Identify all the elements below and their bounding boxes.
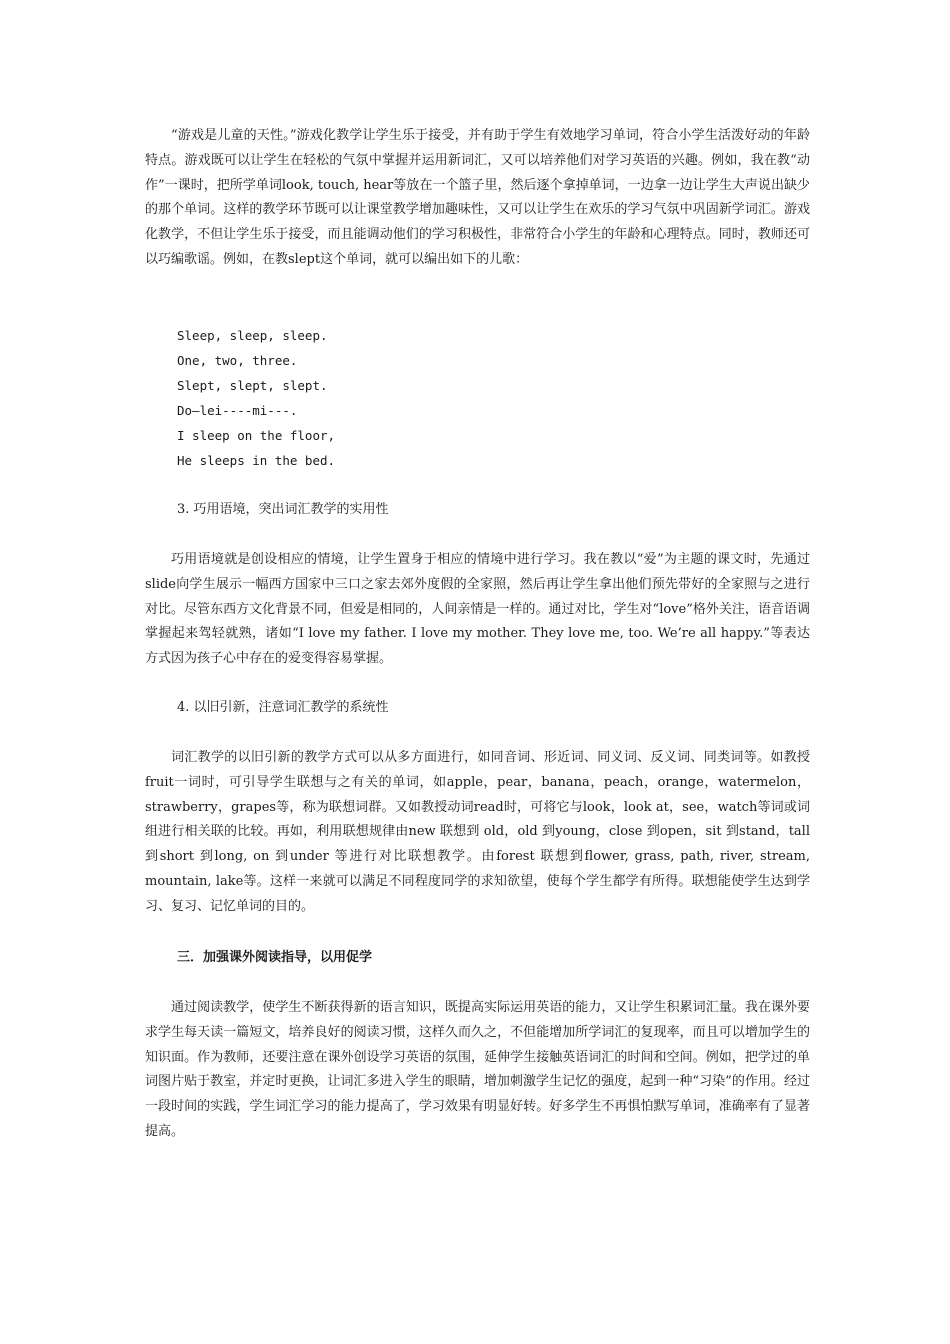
poem-line-1: Sleep, sleep, sleep. xyxy=(177,328,328,343)
poem-line-6: He sleeps in the bed. xyxy=(177,453,336,468)
heading-old-new: 4. 以旧引新，注意词汇教学的系统性 xyxy=(177,700,389,715)
paragraph-context: 巧用语境就是创设相应的情境，让学生置身于相应的情境中进行学习。我在教以“爱”为主题的课文时，先通过slide向学生展示一幅西方国家中三口之家去郊外度假的全家照，然后再让学生拿出他们预先带好的全家照与之进行对比。尽管东西方文化背景不同，但爱是相同的，人间亲情是一样的。通过对比，学生对“love”格外关注，语音语调掌握起来驾轻就熟，诸如“I love my father. I love my mother. They love me, too. We’re all happy.”等表达方式因为孩子心中存在的爱变得容易掌握。 xyxy=(145,552,810,667)
paragraph-games: “游戏是儿童的天性。”游戏化教学让学生乐于接受，并有助于学生有效地学习单词，符合小学生活泼好动的年龄特点。游戏既可以让学生在轻松的气氛中掌握并运用新词汇，又可以培养他们对学习英语的兴趣。例如，我在教“动作”一课时，把所学单词look, touch, hear等放在一个篮子里，然后逐个拿掉单词，一边拿一边让学生大声说出缺少的那个单词。这样的教学环节既可以让课堂教学增加趣味性，又可以让学生在欢乐的学习气氛中巩固新学词汇。游戏化教学，不但让学生乐于接受，而且能调动他们的学习积极性，非常符合小学生的年龄和心理特点。同时，教师还可以巧编歌谣。例如，在教slept这个单词，就可以编出如下的儿歌： xyxy=(145,128,810,267)
heading-reading: 三．加强课外阅读指导，以用促学 xyxy=(177,950,373,965)
poem-line-5: I sleep on the floor, xyxy=(177,428,336,443)
heading-context: 3. 巧用语境，突出词汇教学的实用性 xyxy=(177,502,389,517)
paragraph-reading: 通过阅读教学，使学生不断获得新的语言知识，既提高实际运用英语的能力，又让学生积累词汇量。我在课外要求学生每天读一篇短文，培养良好的阅读习惯，这样久而久之，不但能增加所学词汇的复现率，而且可以增加学生的知识面。作为教师，还要注意在课外创设学习英语的氛围，延伸学生接触英语词汇的时间和空间。例如，把学过的单词图片贴于教室，并定时更换，让词汇多进入学生的眼睛，增加刺激学生记忆的强度，起到一种“习染”的作用。经过一段时间的实践，学生词汇学习的能力提高了，学习效果有明显好转。好多学生不再惧怕默写单词，准确率有了显著提高。 xyxy=(145,1000,810,1139)
poem-line-2: One, two, three. xyxy=(177,353,298,368)
poem-line-3: Slept, slept, slept. xyxy=(177,378,328,393)
poem-line-4: Do—lei----mi---. xyxy=(177,403,298,418)
paragraph-association: 词汇教学的以旧引新的教学方式可以从多方面进行，如同音词、形近词、同义词、反义词、同类词等。如教授fruit一词时，可引导学生联想与之有关的单词，如apple，pear，banana，peach，orange，watermelon，strawberry，grapes等，称为联想词群。又如教授动词read时，可将它与look，look at，see，watch等词或词组进行相关联的比较。再如，利用联想规律由new 联想到 old，old 到young，close 到open，sit 到stand，tall 到short 到long, on 到under 等进行对比联想教学。由forest 联想到flower, grass, path, river, stream, mountain, lake等。这样一来就可以满足不同程度同学的求知欲望，使每个学生都学有所得。联想能使学生达到学习、复习、记忆单词的目的。 xyxy=(145,750,810,914)
